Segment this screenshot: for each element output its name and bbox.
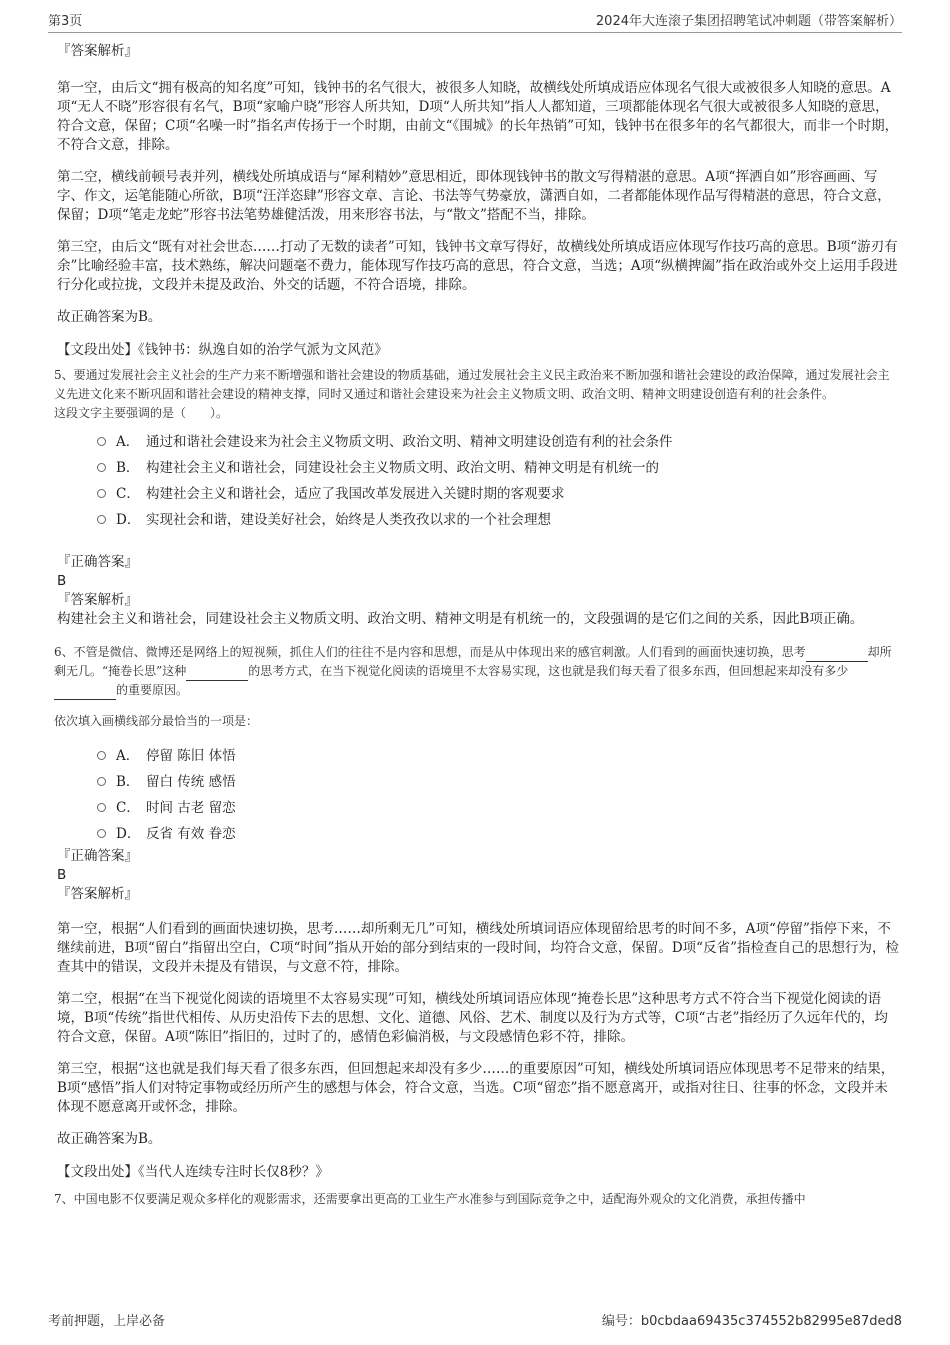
- option-c[interactable]: C． 构建社会主义和谐社会，适应了我国改革发展进入关键时期的客观要求: [97, 479, 900, 505]
- answer-conclusion: 故正确答案为B。: [57, 309, 162, 325]
- radio-icon[interactable]: [97, 751, 106, 760]
- document-id: 编号：b0cbdaa69435c374552b82995e87ded8: [601, 1314, 902, 1329]
- question-stem: 5、要通过发展社会主义社会的生产力来不断增强和谐社会建设的物质基础，通过发展社会主义民主政治来不断加强和谐社会建设的政治保障，通过发展社会主义先进文化来不断巩固和谐社会建设的精神支撑，同时又通过和谐社会建设来为社会主义物质文明、政治文明、精神文明建设创造有利的社会条件。: [54, 368, 890, 401]
- radio-icon[interactable]: [97, 829, 106, 838]
- radio-icon[interactable]: [97, 437, 106, 446]
- option-b[interactable]: B． 构建社会主义和谐社会，同建设社会主义物质文明、政治文明、精神文明是有机统一的: [97, 453, 900, 479]
- answer-value: B: [57, 573, 67, 589]
- analysis-paragraph: 第一空，由后文“拥有极高的知名度”可知，钱钟书的名气很大，被很多人知晓，故横线处所填成语应体现名气很大或被很多人知晓的意思。A项“无人不晓”形容很有名气，B项“家喻户晓”形容人所共知，D项“人所共知”指人人都知道，三项都能体现名气很大或被很多人知晓的意思，符合文意，保留；C项“名噪一时”指名声传扬于一个时期，由前文“《围城》的长年热销”可知，钱钟书在很多年的名气都很大，而非一个时期，不符合文意，排除。: [57, 80, 899, 153]
- analysis-label: 『答案解析』: [57, 886, 138, 902]
- radio-icon[interactable]: [97, 515, 106, 524]
- answer-value: B: [57, 867, 67, 883]
- question-prompt: 这段文字主要强调的是（ ）。: [54, 406, 229, 420]
- option-a[interactable]: A． 停留 陈旧 体悟: [97, 741, 900, 767]
- page-header: [48, 10, 902, 33]
- question-stem: 7、中国电影不仅要满足观众多样化的观影需求，还需要拿出更高的工业生产水准参与到国际竞争之中，适配海外观众的文化消费，承担传播中: [54, 1192, 806, 1206]
- document-title: 2024年大连滚子集团招聘笔试冲刺题（带答案解析）: [595, 14, 902, 29]
- page-number: 第3页: [48, 14, 83, 29]
- document-body: [54, 42, 900, 1209]
- question-prompt: 依次填入画横线部分最恰当的一项是：: [54, 714, 259, 728]
- fill-blank: [54, 687, 116, 700]
- page-footer: [48, 1310, 902, 1329]
- question-stem: 6、不管是微信、微博还是网络上的短视频，抓住人们的往往不是内容和思想，而是从中体现出来的感官刺激。人们看到的画面快速切换，思考 却所剩无几。“掩卷长思”这种 的思考方式，在当下视觉化阅读的语境里不太容易实现，这也就是我们每天看了很多东西，但回想起来却没有多少的重要原因。: [54, 643, 900, 700]
- analysis-label: 『答案解析』: [57, 592, 138, 608]
- answer-label: 『正确答案』: [57, 848, 138, 864]
- footer-slogan: 考前押题，上岸必备: [48, 1314, 166, 1329]
- radio-icon[interactable]: [97, 777, 106, 786]
- option-c[interactable]: C． 时间 古老 留恋: [97, 793, 900, 819]
- source-citation: 【文段出处】《当代人连续专注时长仅8秒？》: [57, 1164, 329, 1180]
- fill-blank: [806, 649, 868, 662]
- analysis-paragraph: 第一空，根据“人们看到的画面快速切换，思考……却所剩无几”可知，横线处所填词语应体现留给思考的时间不多，A项“停留”指停下来，不继续前进，B项“留白”指留出空白，C项“时间”指从开始的部分到结束的一段时间，均符合文意，保留。D项“反省”指检查自己的思想行为，检查其中的错误，文段并未提及有错误，与文意不符，排除。: [57, 921, 899, 975]
- answer-label: 『正确答案』: [57, 554, 138, 570]
- option-a[interactable]: A． 通过和谐社会建设来为社会主义物质文明、政治文明、精神文明建设创造有利的社会条件: [97, 427, 900, 453]
- radio-icon[interactable]: [97, 463, 106, 472]
- option-b[interactable]: B． 留白 传统 感悟: [97, 767, 900, 793]
- option-d[interactable]: D． 反省 有效 眷恋: [97, 819, 900, 845]
- fill-blank: [186, 668, 248, 681]
- analysis-label: 『答案解析』: [57, 43, 138, 59]
- analysis-paragraph: 第三空，由后文“既有对社会世态……打动了无数的读者”可知，钱钟书文章写得好，故横线处所填成语应体现写作技巧高的意思。B项“游刃有余”比喻经验丰富，技术熟练，解决问题毫不费力，能体现写作技巧高的意思，符合文意，当选；A项“纵横捭阖”指在政治或外交上运用手段进行分化或拉拢，文段并未提及政治、外交的话题，不符合语境，排除。: [57, 239, 898, 293]
- analysis-paragraph: 第二空，根据“在当下视觉化阅读的语境里不太容易实现”可知，横线处所填词语应体现“掩卷长思”这种思考方式不符合当下视觉化阅读的语境，B项“传统”指世代相传、从历史沿传下去的思想、文化、道德、风俗、艺术、制度以及行为方式等，C项“古老”指经历了久远年代的，均符合文意，保留。A项“陈旧”指旧的，过时了的，感情色彩偏消极，与文段感情色彩不符，排除。: [57, 991, 888, 1045]
- source-citation: 【文段出处】《钱钟书：纵逸自如的治学气派为文风范》: [57, 342, 388, 358]
- option-d[interactable]: D． 实现社会和谐，建设美好社会，始终是人类孜孜以求的一个社会理想: [97, 505, 900, 531]
- analysis-paragraph: 构建社会主义和谐社会，同建设社会主义物质文明、政治文明、精神文明是有机统一的，文段强调的是它们之间的关系，因此B项正确。: [57, 611, 864, 627]
- analysis-paragraph: 第二空，横线前顿号表并列，横线处所填成语与“犀利精妙”意思相近，即体现钱钟书的散文写得精湛的意思。A项“挥洒自如”形容画画、写字、作文，运笔能随心所欲，B项“汪洋恣肆”形容文章、言论、书法等气势豪放，潇洒自如，二者都能体现作品写得精湛的意思，符合文意，保留；D项“笔走龙蛇”形容书法笔势雄健活泼，用来形容书法，与“散文”搭配不当，排除。: [57, 169, 891, 223]
- analysis-paragraph: 第三空，根据“这也就是我们每天看了很多东西，但回想起来却没有多少……的重要原因”可知，横线处所填词语应体现思考不足带来的结果，B项“感悟”指人们对特定事物或经历所产生的感想与体会，符合文意，当选。C项“留恋”指不愿意离开，或指对往日、往事的怀念，文段并未体现不愿意离开或怀念，排除。: [57, 1061, 895, 1115]
- radio-icon[interactable]: [97, 803, 106, 812]
- answer-conclusion: 故正确答案为B。: [57, 1131, 162, 1147]
- radio-icon[interactable]: [97, 489, 106, 498]
